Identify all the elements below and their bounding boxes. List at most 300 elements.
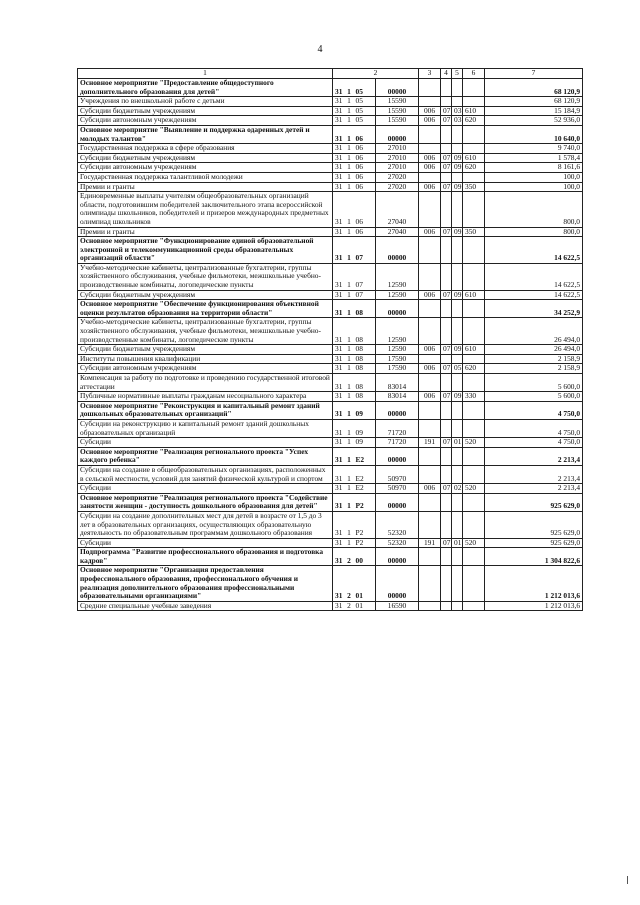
code-part-4-cell: 15590 (376, 116, 419, 126)
table-row (78, 290, 583, 300)
row-name-cell: Единовременные выплаты учителям общеобразовательных организаций области, подготовившим победителей заключительного этапа всероссийской олимпиады школьников, победителей и призеров международных предметных олимпиад школьников (78, 192, 333, 227)
subsection-code-cell (452, 465, 463, 483)
section-code-cell (441, 493, 452, 511)
code-part-3-cell: 07 (354, 290, 376, 300)
row-name-cell: Институты повышения квалификации (78, 354, 333, 364)
code-part-4-cell: 50970 (376, 465, 419, 483)
code-part-1-cell: 31 (333, 182, 345, 192)
code-part-2-cell: 1 (345, 97, 354, 107)
subsection-code-cell (452, 354, 463, 364)
table-row (78, 153, 583, 163)
table-row (78, 106, 583, 116)
code-part-2-cell: 1 (345, 172, 354, 182)
code-part-4-cell: 52320 (376, 511, 419, 538)
section-code-cell: 07 (441, 153, 452, 163)
code-part-2-cell: 1 (345, 263, 354, 290)
code-part-1-cell: 31 (333, 192, 345, 227)
code-part-2-cell: 1 (345, 192, 354, 227)
table-row (78, 601, 583, 611)
table-row (78, 392, 583, 402)
row-name-cell: Основное мероприятие "Обеспечение функционирования объективной оценки результатов образования на территории области" (78, 300, 333, 318)
amount-cell: 8 161,6 (485, 163, 583, 173)
code-part-4-cell: 15590 (376, 97, 419, 107)
ministry-code-cell (419, 192, 441, 227)
ministry-code-cell (419, 318, 441, 345)
expense-type-code-cell: 620 (463, 116, 485, 126)
table-row (78, 318, 583, 345)
code-part-2-cell: 1 (345, 374, 354, 392)
subsection-code-cell: 09 (452, 163, 463, 173)
table-row (78, 538, 583, 548)
code-part-4-cell: 00000 (376, 493, 419, 511)
expense-type-code-cell (463, 354, 485, 364)
ministry-code-cell (419, 401, 441, 419)
code-part-2-cell: 1 (345, 511, 354, 538)
expense-type-code-cell (463, 144, 485, 154)
code-part-3-cell: P2 (354, 511, 376, 538)
section-code-cell (441, 125, 452, 143)
amount-cell: 2 158,9 (485, 364, 583, 374)
ministry-code-cell (419, 237, 441, 264)
subsection-code-cell (452, 601, 463, 611)
code-part-2-cell: 1 (345, 438, 354, 448)
code-part-2-cell: 2 (345, 548, 354, 566)
code-part-4-cell: 00000 (376, 401, 419, 419)
row-name-cell: Субсидии бюджетным учреждениям (78, 153, 333, 163)
table-row (78, 364, 583, 374)
code-part-2-cell: 1 (345, 484, 354, 494)
expense-type-code-cell (463, 447, 485, 465)
row-name-cell: Учебно-методические кабинеты, централизованные бухгалтерии, группы хозяйственного обслуживания, учебные фильмотеки, межшкольные учебно-производственные комбинаты, логопедические пункты (78, 263, 333, 290)
expense-type-code-cell (463, 566, 485, 601)
subsection-code-cell (452, 548, 463, 566)
amount-cell: 1 212 013,6 (485, 566, 583, 601)
amount-cell: 1 304 822,6 (485, 548, 583, 566)
row-name-cell: Учреждения по внешкольной работе с детьми (78, 97, 333, 107)
code-part-2-cell: 1 (345, 153, 354, 163)
subsection-code-cell (452, 300, 463, 318)
section-code-cell (441, 419, 452, 437)
subsection-code-cell (452, 192, 463, 227)
code-part-1-cell: 31 (333, 79, 345, 97)
ministry-code-cell: 006 (419, 484, 441, 494)
code-part-3-cell: 01 (354, 566, 376, 601)
code-part-2-cell: 1 (345, 318, 354, 345)
code-part-4-cell: 00000 (376, 125, 419, 143)
code-part-1-cell: 31 (333, 548, 345, 566)
table-row (78, 345, 583, 355)
ministry-code-cell (419, 97, 441, 107)
subsection-code-cell: 02 (452, 484, 463, 494)
code-part-2-cell: 1 (345, 419, 354, 437)
code-part-3-cell: 06 (354, 125, 376, 143)
subsection-code-cell (452, 263, 463, 290)
table-header-row (78, 69, 583, 79)
code-part-3-cell: 05 (354, 97, 376, 107)
subsection-code-cell: 01 (452, 438, 463, 448)
code-part-2-cell: 1 (345, 116, 354, 126)
expense-type-code-cell (463, 318, 485, 345)
subsection-code-cell (452, 144, 463, 154)
table-row (78, 116, 583, 126)
code-part-2-cell: 1 (345, 227, 354, 237)
code-part-4-cell: 00000 (376, 237, 419, 264)
section-code-cell (441, 354, 452, 364)
row-name-cell: Публичные нормативные выплаты гражданам несоциального характера (78, 392, 333, 402)
expense-type-code-cell (463, 237, 485, 264)
subsection-code-cell (452, 566, 463, 601)
header-cell: 4 (441, 69, 452, 79)
code-part-3-cell: 06 (354, 182, 376, 192)
code-part-1-cell: 31 (333, 227, 345, 237)
code-part-2-cell: 1 (345, 447, 354, 465)
header-cell: 5 (452, 69, 463, 79)
code-part-3-cell: 06 (354, 172, 376, 182)
ministry-code-cell (419, 566, 441, 601)
code-part-4-cell: 52320 (376, 538, 419, 548)
code-part-2-cell: 1 (345, 290, 354, 300)
section-code-cell: 07 (441, 116, 452, 126)
expense-type-code-cell (463, 548, 485, 566)
code-part-3-cell: E2 (354, 465, 376, 483)
section-code-cell (441, 548, 452, 566)
table-row (78, 566, 583, 601)
table-row (78, 493, 583, 511)
code-part-1-cell: 31 (333, 290, 345, 300)
code-part-3-cell: 08 (354, 354, 376, 364)
code-part-4-cell: 00000 (376, 447, 419, 465)
subsection-code-cell (452, 419, 463, 437)
row-name-cell: Учебно-методические кабинеты, централизованные бухгалтерии, группы хозяйственного обслуживания, учебные фильмотеки, межшкольные учебно-производственные комбинаты, логопедические пункты (78, 318, 333, 345)
code-part-3-cell: 09 (354, 401, 376, 419)
ministry-code-cell: 006 (419, 106, 441, 116)
code-part-1-cell: 31 (333, 465, 345, 483)
code-part-4-cell: 27010 (376, 153, 419, 163)
header-cell: 6 (463, 69, 485, 79)
ministry-code-cell (419, 601, 441, 611)
code-part-2-cell: 1 (345, 401, 354, 419)
section-code-cell: 07 (441, 538, 452, 548)
code-part-2-cell: 1 (345, 345, 354, 355)
table-row (78, 374, 583, 392)
expense-type-code-cell (463, 125, 485, 143)
expense-type-code-cell (463, 263, 485, 290)
ministry-code-cell (419, 125, 441, 143)
expense-type-code-cell (463, 601, 485, 611)
table-row (78, 401, 583, 419)
code-part-4-cell: 27040 (376, 227, 419, 237)
code-part-1-cell: 31 (333, 374, 345, 392)
section-code-cell: 07 (441, 290, 452, 300)
code-part-3-cell: P2 (354, 493, 376, 511)
expense-type-code-cell: 620 (463, 163, 485, 173)
amount-cell: 925 629,0 (485, 538, 583, 548)
subsection-code-cell: 05 (452, 364, 463, 374)
code-part-4-cell: 12590 (376, 290, 419, 300)
code-part-3-cell: 00 (354, 548, 376, 566)
ministry-code-cell (419, 79, 441, 97)
amount-cell: 100,0 (485, 182, 583, 192)
amount-cell: 26 494,0 (485, 345, 583, 355)
table-row (78, 227, 583, 237)
code-part-2-cell: 1 (345, 106, 354, 116)
amount-cell: 5 600,0 (485, 374, 583, 392)
amount-cell: 100,0 (485, 172, 583, 182)
scan-edge-mark (627, 876, 628, 884)
row-name-cell: Премии и гранты (78, 227, 333, 237)
code-part-2-cell: 1 (345, 493, 354, 511)
code-part-1-cell: 31 (333, 511, 345, 538)
table-row (78, 465, 583, 483)
amount-cell: 2 213,4 (485, 447, 583, 465)
row-name-cell: Основное мероприятие "Предоставление общедоступного дополнительного образования для детей" (78, 79, 333, 97)
subsection-code-cell: 09 (452, 153, 463, 163)
code-part-4-cell: 27020 (376, 172, 419, 182)
expense-type-code-cell (463, 465, 485, 483)
amount-cell: 800,0 (485, 192, 583, 227)
expense-type-code-cell: 520 (463, 438, 485, 448)
section-code-cell (441, 97, 452, 107)
row-name-cell: Премии и гранты (78, 182, 333, 192)
section-code-cell (441, 300, 452, 318)
row-name-cell: Государственная поддержка в сфере образования (78, 144, 333, 154)
code-part-2-cell: 1 (345, 300, 354, 318)
code-part-2-cell: 1 (345, 465, 354, 483)
code-part-1-cell: 31 (333, 153, 345, 163)
row-name-cell: Подпрограмма "Развитие профессионального образования и подготовка кадров" (78, 548, 333, 566)
code-part-3-cell: 08 (354, 300, 376, 318)
row-name-cell: Субсидии бюджетным учреждениям (78, 345, 333, 355)
code-part-1-cell: 31 (333, 392, 345, 402)
code-part-4-cell: 71720 (376, 438, 419, 448)
amount-cell: 1 578,4 (485, 153, 583, 163)
code-part-4-cell: 00000 (376, 300, 419, 318)
subsection-code-cell (452, 97, 463, 107)
code-part-4-cell: 17590 (376, 364, 419, 374)
code-part-2-cell: 1 (345, 237, 354, 264)
table-row (78, 511, 583, 538)
expense-type-code-cell: 610 (463, 153, 485, 163)
code-part-1-cell: 31 (333, 354, 345, 364)
expense-type-code-cell: 520 (463, 484, 485, 494)
table-row (78, 263, 583, 290)
code-part-1-cell: 31 (333, 263, 345, 290)
section-code-cell (441, 401, 452, 419)
amount-cell: 68 120,9 (485, 79, 583, 97)
ministry-code-cell: 006 (419, 364, 441, 374)
code-part-4-cell: 17590 (376, 354, 419, 364)
code-part-2-cell: 1 (345, 364, 354, 374)
row-name-cell: Средние специальные учебные заведения (78, 601, 333, 611)
ministry-code-cell (419, 144, 441, 154)
code-part-1-cell: 31 (333, 318, 345, 345)
ministry-code-cell (419, 465, 441, 483)
code-part-2-cell: 1 (345, 125, 354, 143)
code-part-1-cell: 31 (333, 125, 345, 143)
subsection-code-cell: 09 (452, 345, 463, 355)
row-name-cell: Субсидии (78, 438, 333, 448)
code-part-1-cell: 31 (333, 237, 345, 264)
code-part-2-cell: 2 (345, 566, 354, 601)
section-code-cell (441, 511, 452, 538)
section-code-cell: 07 (441, 438, 452, 448)
code-part-1-cell: 31 (333, 345, 345, 355)
code-part-3-cell: 06 (354, 153, 376, 163)
ministry-code-cell (419, 447, 441, 465)
expense-type-code-cell: 610 (463, 290, 485, 300)
ministry-code-cell (419, 300, 441, 318)
subsection-code-cell (452, 401, 463, 419)
expense-type-code-cell (463, 192, 485, 227)
code-part-3-cell: 05 (354, 79, 376, 97)
ministry-code-cell: 006 (419, 153, 441, 163)
expense-type-code-cell (463, 401, 485, 419)
table-row (78, 447, 583, 465)
code-part-4-cell: 27020 (376, 182, 419, 192)
code-part-4-cell: 27010 (376, 163, 419, 173)
row-name-cell: Субсидии автономным учреждениям (78, 163, 333, 173)
amount-cell: 2 158,9 (485, 354, 583, 364)
code-part-3-cell: 05 (354, 106, 376, 116)
code-part-1-cell: 31 (333, 419, 345, 437)
code-part-2-cell: 1 (345, 163, 354, 173)
ministry-code-cell (419, 419, 441, 437)
section-code-cell (441, 79, 452, 97)
row-name-cell: Субсидии автономным учреждениям (78, 364, 333, 374)
code-part-1-cell: 31 (333, 438, 345, 448)
subsection-code-cell (452, 172, 463, 182)
section-code-cell: 07 (441, 227, 452, 237)
ministry-code-cell (419, 493, 441, 511)
section-code-cell (441, 318, 452, 345)
code-part-3-cell: 08 (354, 364, 376, 374)
expense-type-code-cell (463, 172, 485, 182)
code-part-4-cell: 12590 (376, 345, 419, 355)
code-part-3-cell: E2 (354, 484, 376, 494)
table-row (78, 125, 583, 143)
code-part-1-cell: 31 (333, 484, 345, 494)
header-cell: 2 (333, 69, 419, 79)
code-part-3-cell: 06 (354, 144, 376, 154)
code-part-1-cell: 31 (333, 566, 345, 601)
row-name-cell: Основное мероприятие "Организация предоставления профессионального образования, профессионального обучения и реализация дополнительного образования профессиональными образовательными организациями" (78, 566, 333, 601)
section-code-cell: 07 (441, 364, 452, 374)
table-row (78, 438, 583, 448)
amount-cell: 26 494,0 (485, 318, 583, 345)
expense-type-code-cell: 610 (463, 106, 485, 116)
expense-type-code-cell (463, 79, 485, 97)
amount-cell: 1 212 013,6 (485, 601, 583, 611)
expense-type-code-cell (463, 374, 485, 392)
amount-cell: 2 213,4 (485, 465, 583, 483)
code-part-3-cell: 06 (354, 163, 376, 173)
table-row (78, 548, 583, 566)
code-part-4-cell: 27040 (376, 192, 419, 227)
section-code-cell: 07 (441, 163, 452, 173)
subsection-code-cell (452, 374, 463, 392)
expense-type-code-cell: 330 (463, 392, 485, 402)
code-part-1-cell: 31 (333, 116, 345, 126)
row-name-cell: Основное мероприятие "Выявление и поддержка одаренных детей и молодых талантов" (78, 125, 333, 143)
row-name-cell: Государственная поддержка талантливой молодежи (78, 172, 333, 182)
section-code-cell: 07 (441, 182, 452, 192)
table-row (78, 484, 583, 494)
code-part-1-cell: 31 (333, 447, 345, 465)
code-part-2-cell: 1 (345, 354, 354, 364)
row-name-cell: Основное мероприятие "Реализация регионального проекта "Содействие занятости женщин - доступность дошкольного образования для детей" (78, 493, 333, 511)
table-row (78, 79, 583, 97)
code-part-1-cell: 31 (333, 300, 345, 318)
code-part-2-cell: 1 (345, 182, 354, 192)
section-code-cell: 07 (441, 484, 452, 494)
table-row (78, 300, 583, 318)
code-part-4-cell: 15590 (376, 106, 419, 116)
expense-type-code-cell (463, 97, 485, 107)
amount-cell: 34 252,9 (485, 300, 583, 318)
subsection-code-cell (452, 447, 463, 465)
ministry-code-cell: 006 (419, 227, 441, 237)
code-part-3-cell: 06 (354, 227, 376, 237)
subsection-code-cell (452, 511, 463, 538)
code-part-3-cell: 08 (354, 374, 376, 392)
code-part-4-cell: 00000 (376, 548, 419, 566)
amount-cell: 5 600,0 (485, 392, 583, 402)
expense-type-code-cell: 620 (463, 364, 485, 374)
code-part-4-cell: 83014 (376, 392, 419, 402)
section-code-cell (441, 192, 452, 227)
table-row (78, 237, 583, 264)
amount-cell: 4 750,0 (485, 401, 583, 419)
ministry-code-cell (419, 354, 441, 364)
section-code-cell (441, 172, 452, 182)
code-part-3-cell: 06 (354, 192, 376, 227)
table-row (78, 144, 583, 154)
code-part-3-cell: 01 (354, 601, 376, 611)
table-row (78, 192, 583, 227)
code-part-1-cell: 31 (333, 601, 345, 611)
expense-type-code-cell (463, 511, 485, 538)
table-row (78, 172, 583, 182)
code-part-3-cell: 09 (354, 438, 376, 448)
row-name-cell: Субсидии на реконструкцию и капитальный ремонт зданий дошкольных образовательных организаций (78, 419, 333, 437)
row-name-cell: Основное мероприятие "Реализация регионального проекта "Успех каждого ребенка" (78, 447, 333, 465)
code-part-3-cell: E2 (354, 447, 376, 465)
code-part-1-cell: 31 (333, 493, 345, 511)
table-row (78, 419, 583, 437)
amount-cell: 2 213,4 (485, 484, 583, 494)
expense-type-code-cell: 520 (463, 538, 485, 548)
amount-cell: 14 622,5 (485, 290, 583, 300)
page-number: 4 (317, 44, 323, 55)
amount-cell: 10 640,0 (485, 125, 583, 143)
ministry-code-cell: 006 (419, 163, 441, 173)
code-part-3-cell: 09 (354, 419, 376, 437)
expense-type-code-cell (463, 493, 485, 511)
code-part-4-cell: 83014 (376, 374, 419, 392)
subsection-code-cell (452, 237, 463, 264)
code-part-3-cell: P2 (354, 538, 376, 548)
subsection-code-cell: 09 (452, 227, 463, 237)
expense-type-code-cell: 350 (463, 227, 485, 237)
code-part-4-cell: 00000 (376, 79, 419, 97)
amount-cell: 925 629,0 (485, 493, 583, 511)
table-row (78, 182, 583, 192)
amount-cell: 800,0 (485, 227, 583, 237)
subsection-code-cell: 03 (452, 116, 463, 126)
code-part-4-cell: 50970 (376, 484, 419, 494)
row-name-cell: Субсидии автономным учреждениям (78, 116, 333, 126)
amount-cell: 52 936,0 (485, 116, 583, 126)
